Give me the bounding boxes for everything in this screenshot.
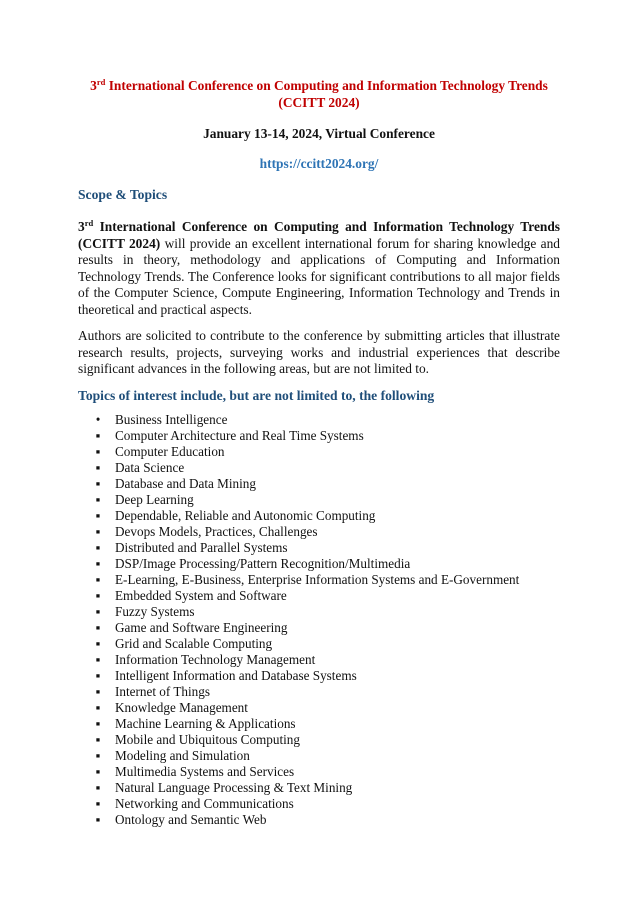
bullet-icon: ▪	[95, 523, 101, 539]
topic-list-item	[93, 428, 560, 444]
topics-heading: Topics of interest include, but are not limited to, the following	[78, 387, 435, 403]
topic-label: Networking and Communications	[115, 795, 294, 811]
scope-paragraph-1	[78, 219, 560, 318]
topic-list-item	[93, 492, 560, 508]
bullet-icon: ▪	[95, 763, 101, 779]
topic-label: Information Technology Management	[115, 651, 316, 667]
title-acronym: (CCITT 2024)	[278, 95, 360, 110]
bullet-icon: ▪	[95, 459, 101, 475]
topic-label: Computer Architecture and Real Time Systems	[115, 427, 364, 443]
topic-label: Modeling and Simulation	[115, 747, 250, 763]
scope-p1-sup: rd	[84, 218, 94, 228]
topic-list-item	[93, 716, 560, 732]
topic-list-item	[93, 780, 560, 796]
bullet-icon: ▪	[95, 555, 101, 571]
bullet-icon: ▪	[95, 427, 101, 443]
topic-label: Embedded System and Software	[115, 587, 287, 603]
title-ordinal-sup: rd	[96, 77, 106, 87]
topic-list-item	[93, 684, 560, 700]
scope-heading: Scope & Topics	[78, 187, 168, 202]
topic-label: Mobile and Ubiquitous Computing	[115, 731, 300, 747]
topic-label: Deep Learning	[115, 491, 194, 507]
scope-p1-ordinal: 3	[78, 219, 85, 234]
topics-list	[78, 412, 560, 828]
bullet-icon: ▪	[95, 811, 101, 827]
topic-list-item	[93, 700, 560, 716]
bullet-icon: ▪	[95, 667, 101, 683]
topic-list-item	[93, 476, 560, 492]
topic-label: Game and Software Engineering	[115, 619, 288, 635]
topic-list-item	[93, 652, 560, 668]
topic-label: Fuzzy Systems	[115, 603, 195, 619]
topic-label: Natural Language Processing & Text Mining	[115, 779, 353, 795]
bullet-icon: ▪	[95, 571, 101, 587]
topic-list-item	[93, 588, 560, 604]
bullet-icon: •	[95, 411, 101, 427]
bullet-icon: ▪	[95, 587, 101, 603]
scope-paragraph-2: Authors are solicited to contribute to the conference by submitting articles that illustrate research results, projects, surveying works and industrial experiences that describe significant advances in the following areas, but are not limited to.	[78, 328, 560, 376]
title-ordinal: 3	[90, 78, 97, 93]
topic-list-item	[93, 732, 560, 748]
topic-list-item	[93, 668, 560, 684]
bullet-icon: ▪	[95, 539, 101, 555]
topic-list-item	[93, 812, 560, 828]
conference-url-link[interactable]: https://ccitt2024.org/	[259, 156, 379, 171]
topic-label: Dependable, Reliable and Autonomic Computing	[115, 507, 376, 523]
bullet-icon: ▪	[95, 619, 101, 635]
topic-list-item	[93, 572, 560, 588]
bullet-icon: ▪	[95, 699, 101, 715]
topic-list-item	[93, 540, 560, 556]
topic-list-item	[93, 460, 560, 476]
topic-label: Multimedia Systems and Services	[115, 763, 295, 779]
topic-label: E-Learning, E-Business, Enterprise Information Systems and E-Government	[115, 571, 520, 587]
topic-label: Devops Models, Practices, Challenges	[115, 523, 318, 539]
topic-list-item	[93, 748, 560, 764]
topic-label: Business Intelligence	[115, 411, 228, 427]
topic-list-item	[93, 412, 560, 428]
bullet-icon: ▪	[95, 507, 101, 523]
bullet-icon: ▪	[95, 683, 101, 699]
topic-list-item	[93, 508, 560, 524]
bullet-icon: ▪	[95, 443, 101, 459]
topic-list-item	[93, 796, 560, 812]
scope-p1-text: will provide an excellent international forum for sharing knowledge and results in theory, methodology and applications of Computing and Information Technology Trends. The Conference looks for significant contributions to all major fields of the Computer Science, Compute Engineering, Information Technology and Trends in theoretical and practical aspects.	[78, 235, 560, 317]
conference-title	[78, 77, 560, 111]
bullet-icon: ▪	[95, 475, 101, 491]
topic-list-item	[93, 556, 560, 572]
bullet-icon: ▪	[95, 603, 101, 619]
bullet-icon: ▪	[95, 731, 101, 747]
topic-label: Internet of Things	[115, 683, 210, 699]
bullet-icon: ▪	[95, 747, 101, 763]
topic-list-item	[93, 524, 560, 540]
topic-list-item	[93, 604, 560, 620]
title-text: International Conference on Computing and Information Technology Trends	[105, 78, 548, 93]
topic-label: Database and Data Mining	[115, 475, 256, 491]
conference-dates: January 13-14, 2024, Virtual Conference	[203, 126, 435, 141]
bullet-icon: ▪	[95, 651, 101, 667]
bullet-icon: ▪	[95, 635, 101, 651]
scope-p1-bold-text: International Conference on Computing and Information Technology Trends (CCITT 2024)	[78, 219, 560, 251]
topic-label: Distributed and Parallel Systems	[115, 539, 288, 555]
topic-list-item	[93, 636, 560, 652]
bullet-icon: ▪	[95, 795, 101, 811]
bullet-icon: ▪	[95, 715, 101, 731]
topic-label: Knowledge Management	[115, 699, 248, 715]
topic-label: Ontology and Semantic Web	[115, 811, 267, 827]
topic-list-item	[93, 620, 560, 636]
topic-label: Machine Learning & Applications	[115, 715, 296, 731]
topic-label: Intelligent Information and Database Systems	[115, 667, 357, 683]
bullet-icon: ▪	[95, 491, 101, 507]
topic-label: DSP/Image Processing/Pattern Recognition/Multimedia	[115, 555, 411, 571]
bullet-icon: ▪	[95, 779, 101, 795]
topic-label: Grid and Scalable Computing	[115, 635, 273, 651]
topic-list-item	[93, 444, 560, 460]
topic-list-item	[93, 764, 560, 780]
topic-label: Data Science	[115, 459, 185, 475]
topic-label: Computer Education	[115, 443, 225, 459]
